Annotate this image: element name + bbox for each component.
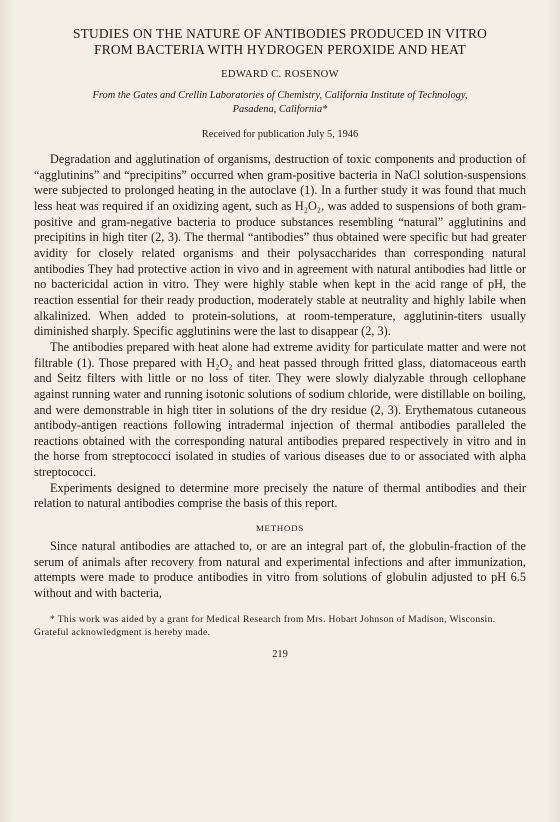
methods-paragraph: Since natural antibodies are attached to, or are an integral part of, the globulin-fraction of the serum of animals after recovery from natural and experimental infections and after immunization, attempts were made to produce antibodies in vitro from solutions of globulin adjusted to pH 6.5 without and with bacteria, xyxy=(34,539,526,601)
received-date: Received for publication July 5, 1946 xyxy=(201,129,359,140)
affiliation xyxy=(34,89,526,117)
body-paragraph-3: Experiments designed to determine more precisely the nature of thermal antibodies and their relation to natural antibodies comprise the basis of this report. xyxy=(34,480,526,511)
section-heading-methods: METHODS xyxy=(255,523,305,534)
body-paragraph-1: Degradation and agglutination of organisms, destruction of toxic components and production of “agglutinins” and “precipitins” occurred when gram-positive bacteria in NaCl solution-suspensions were subjected to prolonged heating in the autoclave (1). In a further study it was found that much less heat was required if an oxidizing agent, such as H₂O₂, was added to suspensions of both gram-positive and gram-negative bacteria to produce substances resembling “natural” agglutinins and precipitins in high titer (2, 3). The thermal “antibodies” thus obtained were specific but had greater avidity for closely related organisms and their polysaccharides than corresponding natural antibodies They had protective action in vivo and in agreement with natural antibodies had little or no bactericidal action in vitro. They were highly stable when kept in the acid range of pH, the reaction essential for their ready production, moderately stable at neutrality and highly labile when alkalinized. When added to protein-solutions, at room-temperature, agglutinin-titers usually diminished sharply. Specific agglutinins were the last to disappear (2, 3). xyxy=(34,152,526,339)
title-line-1: STUDIES ON THE NATURE OF ANTIBODIES PRODUCED IN VITRO xyxy=(72,26,488,41)
page-number: 219 xyxy=(272,648,288,660)
article-title xyxy=(34,26,526,58)
affiliation-line-1: From the Gates and Crellin Laboratories of Chemistry, California Institute of Technology, xyxy=(92,90,468,101)
footnote: * This work was aided by a grant for Medical Research from Mrs. Hobart Johnson of Madison, Wisconsin. Grateful acknowledgment is hereby made. xyxy=(34,613,496,639)
title-line-2: FROM BACTERIA WITH HYDROGEN PEROXIDE AND HEAT xyxy=(94,42,466,57)
author-name: EDWARD C. ROSENOW xyxy=(221,69,339,80)
affiliation-line-2: Pasadena, California* xyxy=(232,104,328,115)
body-paragraph-2: The antibodies prepared with heat alone had extreme avidity for particulate matter and were not filtrable (1). Those prepared with H₂O₂ and heat passed through fritted glass, diatomaceous earth and Seitz filters with little or no loss of titer. They were slowly dialyzable through cellophane against running water and running isotonic solutions of sodium chloride, were distillable on boiling, and were demonstrable in high titer in solutions of the dry residue (2, 3). Erythematous cutaneous antibody-antigen reactions following intradermal injection of thermal antibodies paralleled the reactions obtained with the corresponding natural antibodies prepared respectively in vitro and in the horse from streptococci isolated in studies of various diseases due to or associated with alpha streptococci. xyxy=(34,339,526,480)
